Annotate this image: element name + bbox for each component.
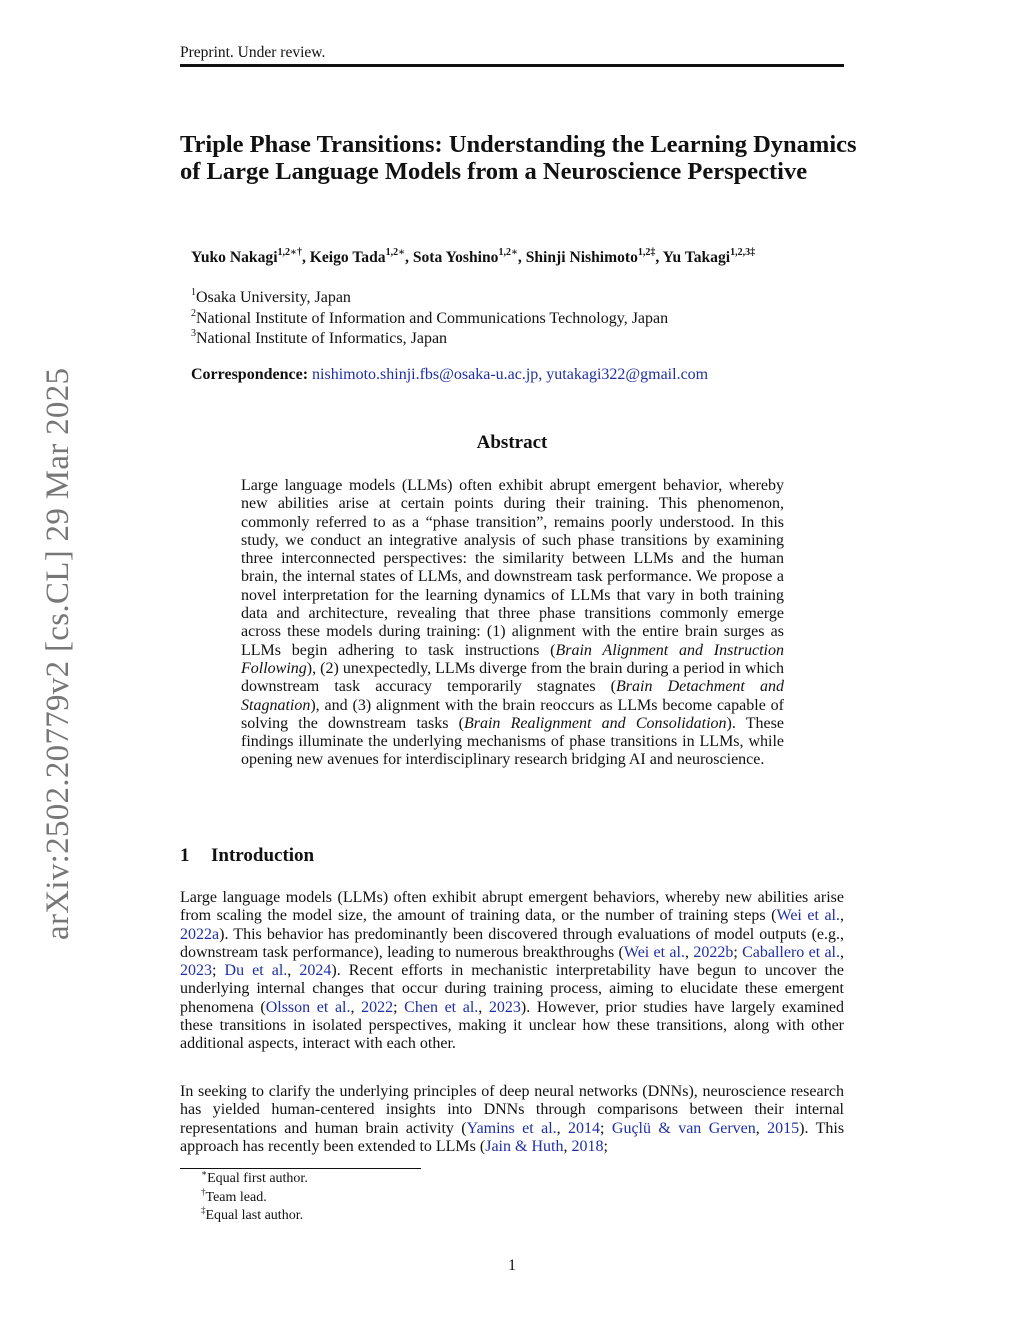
text-run: , [840,943,845,961]
footnote-3: ‡Equal last author. [201,1205,304,1223]
text-run: , [755,1119,768,1137]
citation-link[interactable]: Caballero et al. [742,943,841,961]
text-run: ). These findings illuminate the underlying mechanisms of phase transitions in LLMs, while opening new avenues for interdisciplinary research bridging AI and neuroscience. [241,714,784,769]
text-run: ). Recent efforts in mechanistic interpretability have begun to uncover the underlying internal changes that occur during training process, aiming to elucidate these emergent phenomena ( [180,962,845,1016]
text-run: ), (2) unexpectedly, LLMs diverge from the brain during a period in which downstream task accuracy temporarily stagnates ( [241,659,784,696]
author-4: Shinji Nishimoto$^{1,2\ddagger}$, [525,247,663,266]
citation-link[interactable]: Wei et al. [776,907,840,925]
footnote-rule [180,1168,421,1169]
text-run: , [840,907,844,925]
section-title: Introduction [211,845,315,866]
correspondence [191,366,708,384]
intro-paragraph-1 [180,889,844,1054]
correspondence-email-links[interactable]: nishimoto.shinji.fbs@osaka-u.ac.jp, yutakagi322@gmail.com [312,366,709,383]
section-heading [180,845,314,867]
citation-link[interactable]: Du et al. [224,962,288,980]
citation-link[interactable]: 2018 [571,1137,604,1155]
text-run: ; [733,943,743,961]
text-run: ). However, prior studies have largely examined these transitions in isolated perspectives, making it unclear how these transitions, along with other additional aspects, interact with each other. [180,998,845,1053]
page-number: 1 [508,1257,516,1274]
citation-link[interactable]: 2022a [180,925,220,943]
text-run: , [478,998,489,1016]
author-list [191,249,755,267]
running-header: Preprint. Under review. [180,44,326,61]
citation-link[interactable]: Olsson et al. [265,998,351,1016]
footnotes [201,1170,308,1226]
section-number: 1 [180,845,190,866]
citation-link[interactable]: 2014 [568,1119,601,1137]
citation-link[interactable]: 2022 [361,998,394,1016]
author-5: Yu Takagi$^{1,2,3\ddagger}$ [662,247,756,266]
citation-link[interactable]: Wei et al. [623,943,685,961]
affiliation-list [191,288,668,350]
citation-link[interactable]: Guçlü & van Gerven [611,1119,756,1137]
text-run: ; [603,1137,608,1155]
footnote-1: ∗Equal first author. [201,1168,308,1186]
affiliation-2: $^2$National Institute of Information and Communications Technology, Japan [191,307,669,327]
text-run: , [350,998,362,1016]
arxiv-identifier: arXiv:2502.20779v2 [cs.CL] 29 Mar 2025 [40,367,76,940]
citation-link[interactable]: Chen et al. [404,998,479,1016]
citation-link[interactable]: 2022b [693,943,734,961]
text-run: , [563,1137,572,1155]
affiliation-3: $^3$National Institute of Informatics, Japan [191,328,448,347]
italic-phrase: Brain Detachment and Stagnation [241,678,784,714]
paper-title: Triple Phase Transitions: Understanding the Learning Dynamics of Large Language Models from a Neuroscience Perspective [180,131,857,185]
intro-paragraph-2 [180,1083,844,1156]
text-run: ; [600,1119,612,1137]
author-2: Keigo Tada$^{1,2∗}$, [309,247,413,266]
affiliation-1: $^1$Osaka University, Japan [191,287,351,306]
text-run: ). This approach has recently been extended to LLMs ( [180,1119,845,1155]
text-run: ). This behavior has predominantly been discovered through evaluations of model outputs (e.g., downstream task performance), leading to numerous breakthroughs ( [180,925,844,961]
citation-link[interactable]: 2024 [299,962,332,980]
abstract-heading: Abstract [476,432,548,453]
author-3: Sota Yoshino$^{1,2∗}$, [412,247,526,266]
citation-link[interactable]: Yamins et al. [466,1119,557,1137]
author-1: Yuko Nakagi$^{1,2∗\dagger}$, [191,247,310,266]
citation-link[interactable]: 2015 [767,1119,800,1137]
header-rule [180,64,844,67]
text-run: Large language models (LLMs) often exhibit abrupt emergent behaviors, whereby new abilities arise from scaling the model size, the amount of training data, or the number of training steps ( [180,889,844,925]
text-run: ; [393,998,405,1016]
correspondence-label: Correspondence: [191,366,309,383]
italic-phrase: Brain Alignment and Instruction Following [241,641,785,677]
text-run: , [287,962,300,980]
text-run: , [556,1119,569,1137]
citation-link[interactable]: 2023 [488,998,521,1016]
citation-link[interactable]: 2023 [180,962,212,980]
citation-link[interactable]: Jain & Huth [485,1137,564,1155]
text-run: , [684,943,694,961]
text-run: In seeking to clarify the underlying principles of deep neural networks (DNNs), neuroscience research has yielded human-centered insights into DNNs through comparisons between their internal representations and human brain activity ( [180,1083,844,1137]
footnote-2: †Team lead. [201,1186,267,1205]
text-run: ), and (3) alignment with the brain reoccurs as LLMs become capable of solving the downstream tasks ( [241,696,784,732]
italic-phrase: Brain Realignment and Consolidation [463,714,727,732]
abstract-body [241,477,784,770]
text-run: Large language models (LLMs) often exhibit abrupt emergent behavior, whereby new abilities arise at certain points during their training. This phenomenon, commonly referred to as a “phase transition”, remains poorly understood. In this study, we conduct an integrative analysis of such phase transitions by examining three interconnected perspectives: the similarity between LLMs and the human brain, the internal states of LLMs, and downstream task performance. We propose a novel interpretation for the learning dynamics of LLMs that vary in both training data and architecture, revealing that three phase transitions commonly emerge across these models during training: (1) alignment with the entire brain surges as LLMs begin adhering to task instructions ( [241,477,784,659]
text-run: ; [212,962,225,980]
